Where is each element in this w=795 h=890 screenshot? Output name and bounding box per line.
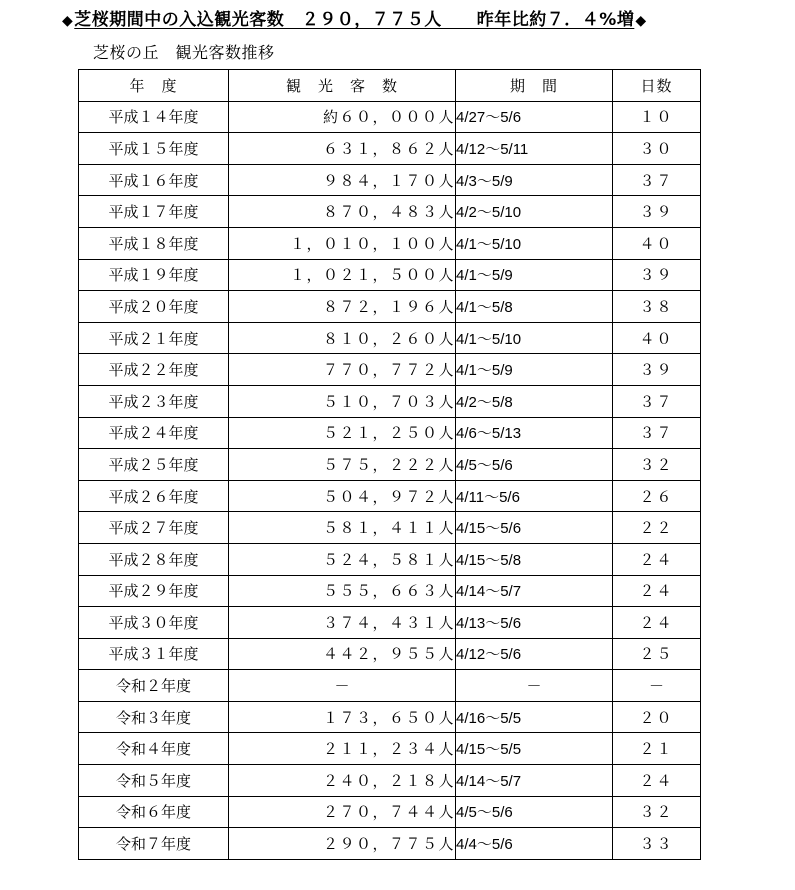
cell-visitor-count: ５０４，９７２人 xyxy=(229,480,456,512)
table-row xyxy=(79,828,701,860)
cell-days: ２４ xyxy=(613,765,701,797)
cell-year: 平成２５年度 xyxy=(79,449,229,481)
cell-days: ３８ xyxy=(613,291,701,323)
cell-year: 平成２７年度 xyxy=(79,512,229,544)
cell-visitor-count: ２７０，７４４人 xyxy=(229,796,456,828)
cell-year: 平成２９年度 xyxy=(79,575,229,607)
table-row xyxy=(79,796,701,828)
cell-period: 4/1～5/10 xyxy=(456,322,613,354)
cell-year: 平成２６年度 xyxy=(79,480,229,512)
table-row xyxy=(79,133,701,165)
cell-visitor-count: ５２４，５８１人 xyxy=(229,543,456,575)
header-period: 期 間 xyxy=(456,70,613,102)
cell-visitor-count: ５７５，２２２人 xyxy=(229,449,456,481)
cell-days: １０ xyxy=(613,101,701,133)
table-row xyxy=(79,607,701,639)
table-row xyxy=(79,701,701,733)
table-body xyxy=(79,101,701,859)
cell-period: 4/15～5/5 xyxy=(456,733,613,765)
cell-days: ３９ xyxy=(613,259,701,291)
cell-period: 4/15～5/8 xyxy=(456,543,613,575)
cell-days: ２１ xyxy=(613,733,701,765)
header-visitor-count: 観 光 客 数 xyxy=(229,70,456,102)
table-header-row xyxy=(79,70,701,102)
cell-visitor-count: ９８４，１７０人 xyxy=(229,164,456,196)
table-row xyxy=(79,196,701,228)
cell-period: 4/2～5/8 xyxy=(456,385,613,417)
table-row xyxy=(79,322,701,354)
cell-visitor-count: １，０２１，５００人 xyxy=(229,259,456,291)
headline-text: 芝桜期間中の入込観光客数 ２９０，７７５人 昨年比約７．４%増 xyxy=(74,10,635,30)
table-row xyxy=(79,354,701,386)
cell-period: 4/5～5/6 xyxy=(456,449,613,481)
diamond-bullet-icon: ◆ xyxy=(62,13,74,29)
cell-year: 平成２３年度 xyxy=(79,385,229,417)
cell-period: 4/14～5/7 xyxy=(456,765,613,797)
cell-visitor-count: ２４０，２１８人 xyxy=(229,765,456,797)
cell-days: ３９ xyxy=(613,196,701,228)
cell-days: － xyxy=(613,670,701,702)
table-row xyxy=(79,480,701,512)
cell-days: ３７ xyxy=(613,164,701,196)
table-row xyxy=(79,291,701,323)
cell-year: 平成２４年度 xyxy=(79,417,229,449)
cell-period: 4/16～5/5 xyxy=(456,701,613,733)
cell-period: 4/27～5/6 xyxy=(456,101,613,133)
cell-period: 4/1～5/9 xyxy=(456,354,613,386)
table-row xyxy=(79,543,701,575)
cell-period: 4/12～5/11 xyxy=(456,133,613,165)
cell-visitor-count: － xyxy=(229,670,456,702)
cell-year: 平成１６年度 xyxy=(79,164,229,196)
table-row xyxy=(79,259,701,291)
cell-year: 令和３年度 xyxy=(79,701,229,733)
cell-visitor-count: ８７０，４８３人 xyxy=(229,196,456,228)
cell-period: 4/2～5/10 xyxy=(456,196,613,228)
table-row xyxy=(79,417,701,449)
cell-days: ４０ xyxy=(613,227,701,259)
cell-days: ３７ xyxy=(613,385,701,417)
cell-period: 4/6～5/13 xyxy=(456,417,613,449)
cell-period: 4/15～5/6 xyxy=(456,512,613,544)
cell-period: 4/13～5/6 xyxy=(456,607,613,639)
cell-year: 令和４年度 xyxy=(79,733,229,765)
cell-period: 4/5～5/6 xyxy=(456,796,613,828)
cell-period: 4/4～5/6 xyxy=(456,828,613,860)
cell-days: ３９ xyxy=(613,354,701,386)
cell-visitor-count: ６３１，８６２人 xyxy=(229,133,456,165)
cell-days: ２５ xyxy=(613,638,701,670)
header-year: 年 度 xyxy=(79,70,229,102)
cell-year: 平成１７年度 xyxy=(79,196,229,228)
cell-days: ２２ xyxy=(613,512,701,544)
table-row xyxy=(79,733,701,765)
table-row xyxy=(79,227,701,259)
cell-days: ２０ xyxy=(613,701,701,733)
table-row xyxy=(79,101,701,133)
cell-days: ３７ xyxy=(613,417,701,449)
cell-visitor-count: ３７４，４３１人 xyxy=(229,607,456,639)
cell-year: 令和６年度 xyxy=(79,796,229,828)
table-row xyxy=(79,512,701,544)
cell-days: ３２ xyxy=(613,449,701,481)
cell-year: 令和７年度 xyxy=(79,828,229,860)
cell-year: 令和５年度 xyxy=(79,765,229,797)
cell-year: 平成１８年度 xyxy=(79,227,229,259)
cell-year: 平成１４年度 xyxy=(79,101,229,133)
headline xyxy=(62,9,647,32)
cell-days: ２６ xyxy=(613,480,701,512)
cell-visitor-count: ５１０，７０３人 xyxy=(229,385,456,417)
cell-year: 平成２１年度 xyxy=(79,322,229,354)
table-row xyxy=(79,164,701,196)
cell-visitor-count: ２９０，７７５人 xyxy=(229,828,456,860)
cell-period: 4/11～5/6 xyxy=(456,480,613,512)
cell-year: 平成１９年度 xyxy=(79,259,229,291)
cell-days: ２４ xyxy=(613,575,701,607)
diamond-bullet-icon: ◆ xyxy=(635,13,647,29)
cell-year: 平成１５年度 xyxy=(79,133,229,165)
cell-period: 4/3～5/9 xyxy=(456,164,613,196)
cell-visitor-count: ７７０，７７２人 xyxy=(229,354,456,386)
cell-visitor-count: ５８１，４１１人 xyxy=(229,512,456,544)
visitor-trend-table xyxy=(78,69,701,860)
cell-visitor-count: ５５５，６６３人 xyxy=(229,575,456,607)
cell-visitor-count: １，０１０，１００人 xyxy=(229,227,456,259)
table-row xyxy=(79,670,701,702)
cell-visitor-count: 約６０，０００人 xyxy=(229,101,456,133)
cell-days: ２４ xyxy=(613,607,701,639)
cell-days: ３２ xyxy=(613,796,701,828)
cell-year: 平成３１年度 xyxy=(79,638,229,670)
cell-period: － xyxy=(456,670,613,702)
cell-visitor-count: ８７２，１９６人 xyxy=(229,291,456,323)
cell-period: 4/12～5/6 xyxy=(456,638,613,670)
cell-days: ３０ xyxy=(613,133,701,165)
table-row xyxy=(79,385,701,417)
cell-year: 平成２８年度 xyxy=(79,543,229,575)
cell-visitor-count: ２１１，２３４人 xyxy=(229,733,456,765)
table-subtitle: 芝桜の丘 観光客数推移 xyxy=(93,43,275,62)
table-row xyxy=(79,638,701,670)
cell-year: 平成３０年度 xyxy=(79,607,229,639)
table-row xyxy=(79,575,701,607)
cell-period: 4/1～5/8 xyxy=(456,291,613,323)
cell-visitor-count: ５２１，２５０人 xyxy=(229,417,456,449)
table-row xyxy=(79,765,701,797)
cell-year: 平成２０年度 xyxy=(79,291,229,323)
cell-days: ２４ xyxy=(613,543,701,575)
cell-days: ４０ xyxy=(613,322,701,354)
table-row xyxy=(79,449,701,481)
cell-period: 4/1～5/9 xyxy=(456,259,613,291)
cell-period: 4/1～5/10 xyxy=(456,227,613,259)
cell-year: 平成２２年度 xyxy=(79,354,229,386)
cell-visitor-count: ８１０，２６０人 xyxy=(229,322,456,354)
cell-year: 令和２年度 xyxy=(79,670,229,702)
cell-visitor-count: ４４２，９５５人 xyxy=(229,638,456,670)
cell-period: 4/14～5/7 xyxy=(456,575,613,607)
cell-visitor-count: １７３，６５０人 xyxy=(229,701,456,733)
header-days: 日数 xyxy=(613,70,701,102)
cell-days: ３３ xyxy=(613,828,701,860)
